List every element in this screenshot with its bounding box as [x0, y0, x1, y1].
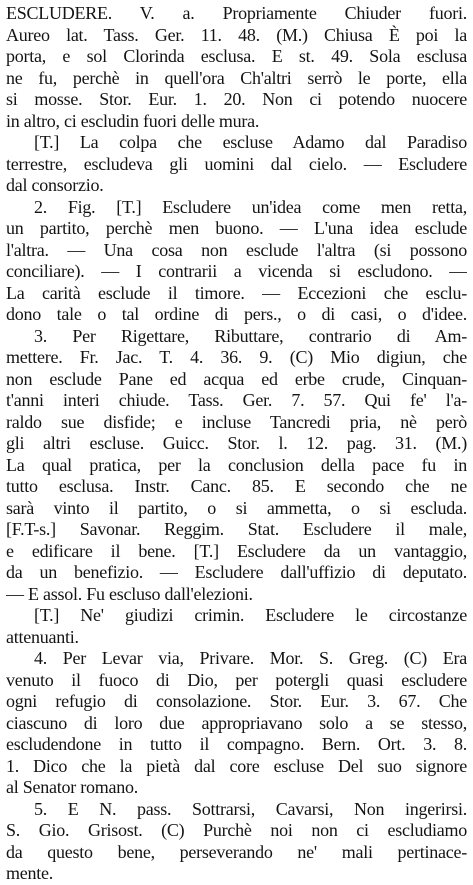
text-line: non esclude Pane ed acqua ed erbe crude, Cinquan-	[6, 368, 467, 389]
text-line: porta, e sol Clorinda esclusa. E st. 49. Sola esclusa	[6, 46, 467, 66]
text-line: [T.] La colpa che escluse Adamo dal Paradiso	[34, 132, 467, 152]
text-line: La carità esclude il timore. — Eccezioni che esclu-	[6, 282, 467, 303]
text-line: da questo bene, perseverando ne' mali pertinace-	[6, 841, 467, 862]
text-line: dono tale o tal ordine di pers., o di casi, o d'idee.	[6, 304, 467, 324]
text-line: ne fu, perchè in quell'ora Ch'altri serrò le porte, ella	[6, 67, 467, 88]
text-line: si mosse. Stor. Eur. 1. 20. Non ci potendo nuocere	[6, 89, 467, 109]
text-line: mettere. Fr. Jac. T. 4. 36. 9. (C) Mio digiun, che	[6, 347, 467, 367]
text-line: dal consorzio.	[6, 175, 104, 195]
text-line: conciliare). — I contrarii a vicenda si escludono. —	[6, 261, 467, 281]
text-line: La qual pratica, per la conclusion della pace fu in	[6, 454, 467, 475]
text-line: [F.T-s.] Savonar. Reggim. Stat. Escludere il male,	[6, 519, 467, 539]
text-line: ogni refugio di consolazione. Stor. Eur. 3. 67. Che	[6, 691, 467, 711]
text-line: da un benefizio. — Escludere dall'uffizio di deputato.	[6, 562, 467, 582]
text-line: terrestre, escludeva gli uomini dal cielo. — Escludere	[6, 153, 467, 174]
text-line: — E assol. Fu escluso dall'elezioni.	[6, 583, 253, 604]
text-line: 4. Per Levar via, Privare. Mor. S. Greg. (C) Era	[34, 648, 467, 668]
text-line: tutto esclusa. Instr. Canc. 85. E secondo che ne	[6, 476, 467, 496]
text-line: al Senator romano.	[6, 777, 138, 797]
text-line: S. Gio. Grisost. (C) Purchè noi non ci escludiamo	[6, 820, 467, 840]
text-line: 2. Fig. [T.] Escludere un'idea come men retta,	[34, 196, 467, 217]
text-line: un partito, perchè men buono. — L'una idea esclude	[6, 218, 467, 238]
text-line: 3. Per Rigettare, Ributtare, contrario di Am-	[34, 325, 467, 346]
text-line: e edificare il bene. [T.] Escludere da un vantaggio,	[6, 540, 467, 561]
text-line: t'anni interi chiude. Tass. Ger. 7. 57. Qui fe' l'a-	[6, 390, 467, 410]
text-line: venuto il fuoco di Dio, per potergli quasi escludere	[6, 669, 467, 690]
text-line: escludendone in tutto il compagno. Bern. Ort. 3. 8.	[6, 734, 467, 754]
text-line: Aureo lat. Tass. Ger. 11. 48. (M.) Chiusa È poi la	[6, 24, 467, 45]
text-line: [T.] Ne' giudizi crimin. Escludere le circostanze	[34, 605, 467, 625]
text-line: 5. E N. pass. Sottrarsi, Cavarsi, Non ingerirsi.	[34, 798, 467, 819]
text-line: l'altra. — Una cosa non esclude l'altra (si possono	[6, 239, 467, 260]
text-line: raldo sue disfide; e incluse Tancredi pria, nè però	[6, 411, 467, 432]
text-line: attenuanti.	[6, 626, 79, 647]
text-line: sarà vinto il partito, o si ammetta, o si escluda.	[6, 497, 467, 518]
text-line: in altro, ci escludin fuori delle mura.	[6, 110, 260, 131]
text-line: ESCLUDERE. V. a. Propriamente Chiuder fuori.	[6, 3, 467, 23]
text-line: mente.	[6, 863, 53, 883]
text-line: gli altri escluse. Guicc. Stor. l. 12. pag. 31. (M.)	[6, 433, 467, 453]
text-line: 1. Dico che la pietà dal core escluse Del suo signore	[6, 755, 467, 776]
text-line: ciascuno di loro due appropriavano solo a se stesso,	[6, 712, 467, 733]
